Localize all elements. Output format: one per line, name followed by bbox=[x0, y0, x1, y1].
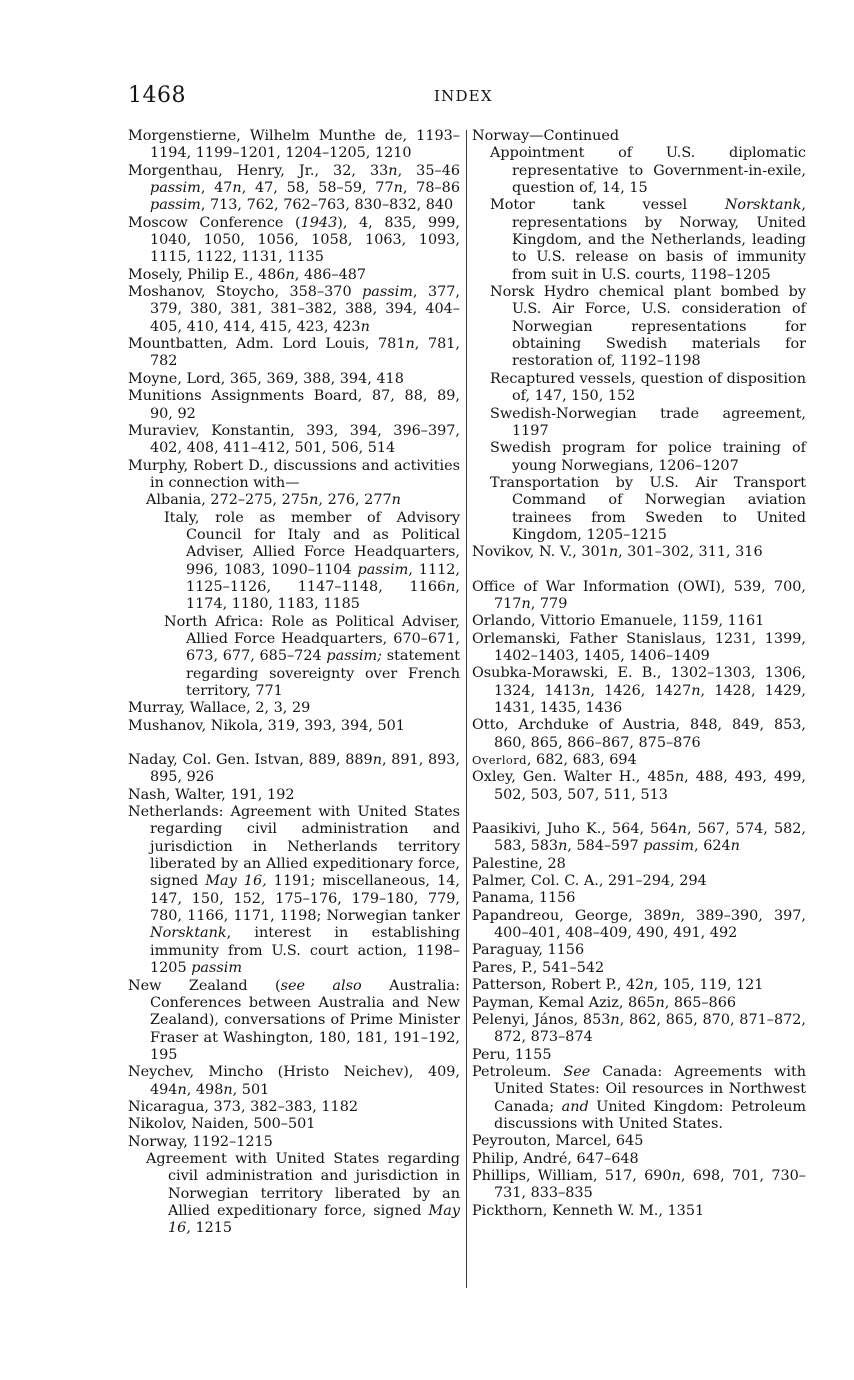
entry-text: n bbox=[677, 821, 687, 838]
index-subentry bbox=[472, 371, 806, 406]
entry-text: , 1112, 1125–1126, 1147–1148, 1166 bbox=[186, 561, 460, 595]
entry-text: , 567, 574, 582, 583, 583 bbox=[494, 821, 806, 855]
entry-text: Overlord bbox=[472, 753, 527, 768]
entry-text: n bbox=[232, 180, 242, 197]
index-subentry bbox=[472, 440, 806, 475]
entry-text: passim; bbox=[326, 648, 383, 665]
entry-text: n bbox=[391, 492, 401, 509]
entry-text: Mushanov, Nikola, 319, 393, 394, 501 bbox=[128, 717, 405, 734]
entry-text: , 584–597 bbox=[567, 838, 644, 855]
entry-text: Muraviev, Konstantin, 393, 394, 396–397, 402, 408, 411–412, 501, 506, 514 bbox=[128, 422, 460, 457]
index-entry bbox=[128, 371, 460, 388]
entry-text: n bbox=[177, 1081, 187, 1098]
index-entry bbox=[472, 873, 806, 890]
entry-text: Naday, Col. Gen. Istvan, 889, 889 bbox=[128, 752, 373, 769]
entry-text: Otto, Archduke of Austria, 848, 849, 853, 860, 865, 866–867, 875–876 bbox=[472, 717, 806, 751]
index-entry bbox=[128, 128, 460, 163]
index-entry bbox=[128, 1134, 460, 1151]
entry-text: Motor tank vessel bbox=[490, 197, 725, 214]
entry-text: Nash, Walter, 191, 192 bbox=[128, 786, 295, 803]
page-header bbox=[128, 83, 806, 109]
entry-text: Swedish program for police training of young Norwegians, 1206–1207 bbox=[490, 440, 806, 474]
entry-text: , representations by Norway, United Kingdom, and the Netherlands, leading to U.S. release on basis of immunity from suit in U.S. courts, 1198–1205 bbox=[512, 197, 806, 283]
entry-text: Norsktank bbox=[724, 197, 802, 214]
entry-text: n bbox=[608, 544, 619, 561]
entry-text: , 78–86 bbox=[402, 180, 460, 197]
index-entry bbox=[472, 1133, 806, 1150]
index-subentry bbox=[472, 406, 806, 441]
entry-text: Moshanov, Stoycho, 358–370 bbox=[128, 284, 363, 301]
index-subentry bbox=[128, 510, 460, 614]
entry-text: Recaptured vessels, question of disposition of, 147, 150, 152 bbox=[490, 370, 806, 405]
index-entry bbox=[472, 544, 806, 561]
entry-text: n bbox=[558, 838, 568, 855]
entry-text: Moyne, Lord, 365, 369, 388, 394, 418 bbox=[128, 370, 404, 387]
entry-text: Oxley, Gen. Walter H., 485 bbox=[472, 769, 675, 786]
index-entry bbox=[472, 752, 806, 769]
entry-text: Albania, 272–275, 275 bbox=[146, 492, 310, 509]
entry-text: Agreement with United States regarding civil administration and jurisdiction in Norwegian territory liberated by an Allied expeditionary force, signed bbox=[146, 1150, 460, 1219]
entry-text: passim bbox=[362, 284, 413, 301]
index-entry bbox=[472, 769, 806, 804]
entry-text: n bbox=[309, 492, 319, 509]
index-entry bbox=[472, 631, 806, 666]
index-entry bbox=[472, 1047, 806, 1064]
entry-text: Peru, 1155 bbox=[472, 1046, 552, 1063]
index-entry bbox=[128, 752, 460, 787]
index-entry bbox=[472, 717, 806, 752]
entry-text: n bbox=[671, 1167, 681, 1184]
letter-group-gap bbox=[128, 735, 460, 752]
entry-text: , 1174, 1180, 1183, 1185 bbox=[186, 578, 460, 613]
entry-text: , 47 bbox=[200, 180, 233, 197]
index-entry bbox=[128, 336, 460, 371]
index-entry bbox=[128, 1099, 460, 1116]
entry-text: passim bbox=[150, 197, 201, 214]
entry-text: Philip, André, 647–648 bbox=[472, 1150, 639, 1167]
entry-text: n bbox=[521, 595, 531, 612]
index-entry bbox=[128, 787, 460, 804]
entry-text: Office of War Information (OWI), 539, 700, 717 bbox=[472, 578, 806, 612]
entry-text: , 389–390, 397, 400–401, 408–409, 490, 491, 492 bbox=[494, 907, 806, 942]
entry-text: n bbox=[691, 682, 701, 699]
index-column-right bbox=[472, 128, 806, 1220]
entry-text: Swedish-Norwegian trade agreement, 1197 bbox=[490, 405, 806, 439]
entry-text: n bbox=[610, 1011, 620, 1028]
entry-text: , 781, 782 bbox=[150, 336, 460, 370]
entry-text: n bbox=[581, 682, 591, 699]
index-entry bbox=[472, 1151, 806, 1168]
entry-text: North Africa: Role as Political Adviser, Allied Force Headquarters, 670–671, 673, 677, 685–724 bbox=[164, 613, 460, 665]
entry-text: Morgenstierne, Wilhelm Munthe de, 1193–1194, 1199–1201, 1204–1205, 1210 bbox=[128, 128, 460, 162]
index-subentry bbox=[472, 284, 806, 371]
entry-text: Neychev, Mincho (Hristo Neichev), 409, 494 bbox=[128, 1064, 460, 1098]
index-entry bbox=[128, 978, 460, 1065]
index-entry bbox=[128, 423, 460, 458]
entry-text: statement regarding sovereignty over French territory, 771 bbox=[186, 648, 461, 699]
entry-text: n bbox=[644, 977, 654, 994]
entry-text: , 276, 277 bbox=[318, 492, 392, 509]
entry-text: Pickthorn, Kenneth W. M., 1351 bbox=[472, 1202, 705, 1219]
entry-text: n bbox=[655, 994, 665, 1011]
index-entry bbox=[472, 942, 806, 959]
entry-text: , 105, 119, 121 bbox=[653, 977, 764, 994]
entry-text: Osubka-Morawski, E. B., 1302–1303, 1306, 1324, 1413 bbox=[472, 665, 806, 699]
entry-text: n bbox=[405, 336, 415, 353]
index-entry bbox=[472, 821, 806, 856]
entry-text: , 47, 58, 58–59, 77 bbox=[241, 180, 394, 197]
entry-text: Morgenthau, Henry, Jr., 32, 33 bbox=[128, 162, 389, 179]
index-subentry bbox=[128, 1151, 460, 1238]
index-subentry bbox=[472, 197, 806, 284]
entry-text: , 891, 893, 895, 926 bbox=[150, 752, 460, 786]
entry-text: United Kingdom: Petroleum discussions with United States. bbox=[494, 1098, 806, 1132]
entry-text: Patterson, Robert P., 42 bbox=[472, 977, 645, 994]
index-column-left bbox=[128, 128, 460, 1238]
index-entry bbox=[472, 613, 806, 630]
entry-text: passim bbox=[643, 838, 695, 855]
entry-text: n bbox=[671, 907, 681, 924]
entry-text: , 501 bbox=[232, 1081, 270, 1098]
column-divider bbox=[466, 130, 467, 1288]
index-entry bbox=[472, 977, 806, 994]
entry-text: 1191; miscellaneous, 14, 147, 150, 152, 175–176, 179–180, 779, 780, 1166, 1171, 1198; Norwegian tanker bbox=[150, 873, 460, 925]
index-subentry bbox=[128, 492, 460, 509]
entry-text: n bbox=[372, 752, 382, 769]
index-entry bbox=[472, 665, 806, 717]
entry-text: Transportation by U.S. Air Transport Command of Norwegian aviation trainees from Sweden to United Kingdom, 1205–1215 bbox=[490, 474, 806, 543]
entry-text: See bbox=[563, 1063, 591, 1080]
entry-text: ), 4, 835, 999, 1040, 1050, 1056, 1058, 1063, 1093, 1115, 1122, 1131, 1135 bbox=[150, 214, 460, 266]
entry-text: Pelenyi, János, 853 bbox=[472, 1011, 611, 1028]
entry-text: passim bbox=[191, 960, 243, 977]
entry-text: Munitions Assignments Board, 87, 88, 89, 90, 92 bbox=[128, 388, 460, 422]
entry-text: Murphy, Robert D., discussions and activities in connection with— bbox=[128, 457, 460, 491]
entry-text: n bbox=[393, 180, 403, 197]
entry-text: n bbox=[388, 162, 398, 179]
entry-text: n bbox=[674, 769, 685, 786]
index-entry bbox=[472, 856, 806, 873]
index-entry bbox=[472, 579, 806, 614]
entry-text: Papandreou, George, 389 bbox=[472, 907, 672, 924]
entry-text: Palestine, 28 bbox=[472, 855, 566, 872]
entry-text: , 498 bbox=[186, 1081, 224, 1098]
index-entry bbox=[472, 960, 806, 977]
entry-text: Peyrouton, Marcel, 645 bbox=[472, 1133, 644, 1150]
entry-text: , 35–46 bbox=[397, 162, 461, 179]
entry-text: , 779 bbox=[530, 595, 568, 612]
entry-text: Australia: Conferences between Australia and New Zealand), conversations of Prime Minister Fraser at Washington, 180, 181, 191–192, 195 bbox=[150, 977, 460, 1063]
entry-text: passim bbox=[357, 561, 409, 578]
index-entry bbox=[128, 163, 460, 215]
entry-text: Moscow Conference ( bbox=[128, 214, 301, 231]
index-entry bbox=[128, 458, 460, 493]
entry-text: passim bbox=[150, 180, 201, 197]
entry-text: Paasikivi, Juho K., 564, 564 bbox=[472, 821, 678, 838]
entry-text: Norsktank bbox=[150, 925, 227, 942]
entry-text: n bbox=[730, 838, 740, 855]
entry-text: , 301–302, 311, 316 bbox=[618, 544, 763, 561]
entry-text: , 713, 762, 762–763, 830–832, 840 bbox=[200, 197, 454, 214]
entry-text: Mosely, Philip E., 486 bbox=[128, 266, 286, 283]
entry-text: Canada: Agreements with United States: Oil resources in Northwest Canada; bbox=[494, 1063, 807, 1115]
entry-text: , 1428, 1429, 1431, 1435, 1436 bbox=[494, 682, 806, 716]
letter-group-gap bbox=[472, 562, 806, 579]
index-entry bbox=[472, 1168, 806, 1203]
letter-group-gap bbox=[472, 804, 806, 821]
entry-text: , 865–866 bbox=[664, 994, 737, 1011]
index-entry bbox=[128, 718, 460, 735]
entry-text: , interest in establishing immunity from U.S. court action, 1198–1205 bbox=[150, 925, 460, 977]
entry-text: , 624 bbox=[694, 838, 731, 855]
entry-text: Panama, 1156 bbox=[472, 890, 576, 907]
entry-text: Netherlands: Agreement with United States regarding civil administration and jurisdiction in Netherlands territory liberated by an Allied expeditionary force, signed bbox=[128, 804, 460, 890]
index-entry bbox=[128, 267, 460, 284]
entry-text: Phillips, William, 517, 690 bbox=[472, 1167, 672, 1184]
index-entry bbox=[128, 804, 460, 977]
entry-text: , 377, 379, 380, 381, 381–382, 388, 394, 404–405, 410, 414, 415, 423, 423 bbox=[150, 284, 460, 335]
entry-text: , 682, 683, 694 bbox=[526, 752, 637, 769]
entry-text: 1943 bbox=[300, 214, 338, 231]
entry-text: Orlemanski, Father Stanislaus, 1231, 1399, 1402–1403, 1405, 1406–1409 bbox=[472, 630, 806, 664]
entry-text: Novikov, N. V., 301 bbox=[472, 544, 609, 561]
entry-text: Murray, Wallace, 2, 3, 29 bbox=[128, 700, 311, 717]
entry-text: Norway, 1192–1215 bbox=[128, 1133, 273, 1150]
entry-text: n bbox=[360, 318, 370, 335]
entry-text: Nicaragua, 373, 382–383, 1182 bbox=[128, 1098, 359, 1115]
entry-text: , 698, 701, 730–731, 833–835 bbox=[494, 1167, 806, 1202]
index-entry bbox=[472, 1203, 806, 1220]
entry-text: May 16, bbox=[168, 1202, 460, 1237]
entry-text: see also bbox=[280, 977, 362, 994]
entry-text: and bbox=[561, 1098, 589, 1115]
index-entry bbox=[128, 700, 460, 717]
entry-text: Pares, P., 541–542 bbox=[472, 959, 605, 976]
index-entry bbox=[472, 908, 806, 943]
index-entry bbox=[128, 388, 460, 423]
index-entry bbox=[472, 1012, 806, 1047]
entry-text: n bbox=[446, 578, 456, 595]
entry-text: New Zealand ( bbox=[128, 977, 281, 994]
entry-text: 1215 bbox=[190, 1220, 233, 1237]
index-entry bbox=[472, 128, 806, 145]
entry-text: Mountbatten, Adm. Lord Louis, 781 bbox=[128, 336, 406, 353]
index-entry bbox=[472, 890, 806, 907]
index-entry bbox=[472, 995, 806, 1012]
page-number: 1468 bbox=[128, 83, 186, 108]
entry-text: , 862, 865, 870, 871–872, 872, 873–874 bbox=[494, 1011, 806, 1046]
index-entry bbox=[128, 215, 460, 267]
entry-text: Payman, Kemal Aziz, 865 bbox=[472, 994, 656, 1011]
entry-text: Appointment of U.S. diplomatic representative to Government-in-exile, question of, 14, 15 bbox=[490, 145, 806, 197]
entry-text: , 486–487 bbox=[294, 266, 367, 283]
index-subentry bbox=[472, 475, 806, 544]
entry-text: , 1426, 1427 bbox=[590, 682, 692, 699]
index-entry bbox=[128, 1064, 460, 1099]
entry-text: Palmer, Col. C. A., 291–294, 294 bbox=[472, 873, 707, 890]
entry-text: May 16, bbox=[205, 873, 267, 890]
entry-text: Petroleum. bbox=[472, 1063, 564, 1080]
entry-text: n bbox=[285, 266, 295, 283]
entry-text: , 488, 493, 499, 502, 503, 507, 511, 513 bbox=[494, 769, 806, 803]
entry-text: Nikolov, Naiden, 500–501 bbox=[128, 1116, 316, 1133]
index-subentry bbox=[128, 614, 460, 701]
entry-text: n bbox=[223, 1081, 233, 1098]
entry-text: Norsk Hydro chemical plant bombed by U.S. Air Force, U.S. consideration of Norwegian representations for obtaining Swedish materials for restoration of, 1192–1198 bbox=[490, 284, 806, 370]
entry-text: Orlando, Vittorio Emanuele, 1159, 1161 bbox=[472, 613, 765, 630]
index-entry bbox=[472, 1064, 806, 1133]
index-entry bbox=[128, 1116, 460, 1133]
entry-text: Italy, role as member of Advisory Council for Italy and as Political Adviser, Allied Force Headquarters, 996, 1083, 1090–1104 bbox=[164, 509, 460, 578]
entry-text: Paraguay, 1156 bbox=[472, 942, 585, 959]
index-entry bbox=[128, 284, 460, 336]
entry-text: Norway—Continued bbox=[472, 128, 620, 144]
index-subentry bbox=[472, 145, 806, 197]
running-title: INDEX bbox=[434, 87, 493, 105]
